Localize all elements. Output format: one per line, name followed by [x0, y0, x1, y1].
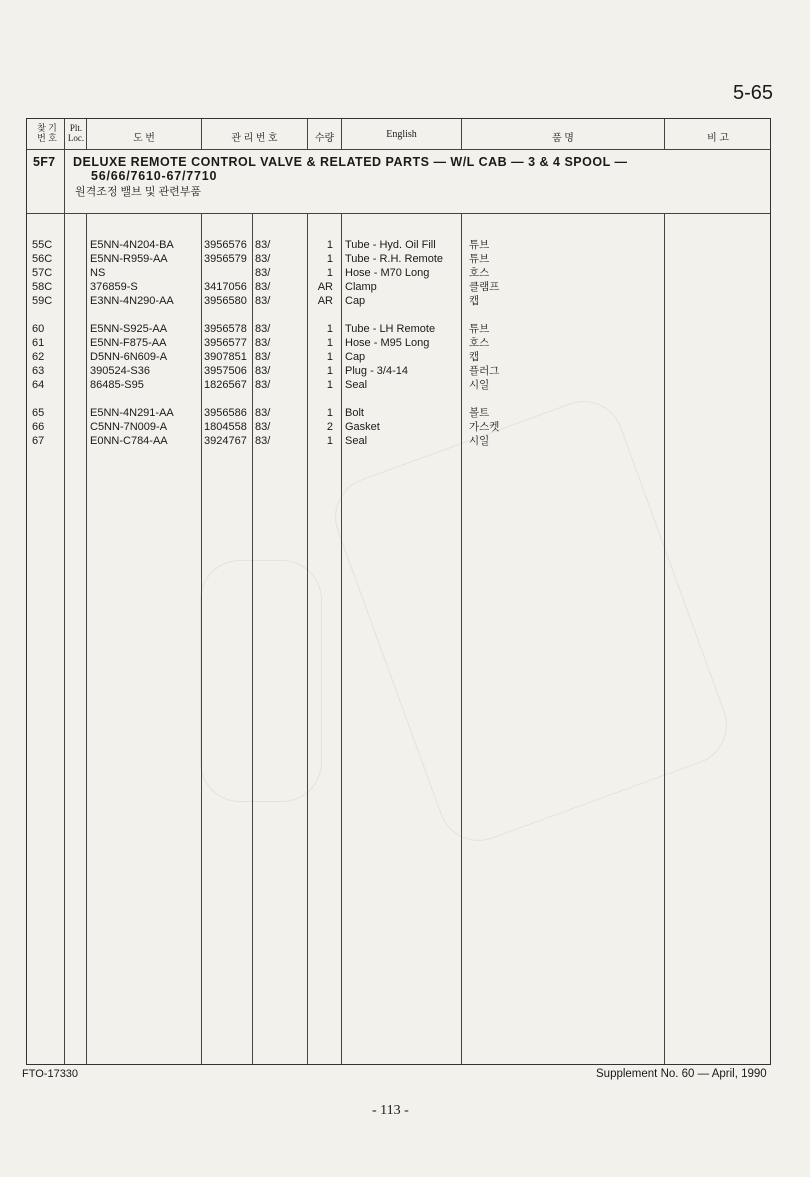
code-cell: 83/ [255, 337, 271, 349]
management-number-cell: 3924767 [204, 435, 247, 447]
header-part-name-ko: 품 명 [552, 133, 574, 144]
description-cell: Cap [345, 295, 366, 307]
ref-no-cell: 64 [32, 379, 45, 391]
description-cell: Gasket [345, 421, 380, 433]
code-cell: 83/ [255, 267, 271, 279]
header-quantity: 수량 [314, 133, 335, 144]
ref-no-cell: 63 [32, 365, 45, 377]
quantity-cell: 1 [326, 435, 333, 447]
management-number-cell: 3956580 [204, 295, 247, 307]
management-number-cell: 1826567 [204, 379, 247, 391]
ref-no-cell: 56C [32, 253, 53, 265]
quantity-cell: AR [317, 295, 333, 307]
section-code: 5F7 [33, 155, 56, 169]
korean-name-cell: 플러그 [469, 365, 500, 377]
korean-name-cell: 볼트 [469, 407, 490, 419]
quantity-cell: AR [317, 281, 333, 293]
column-divider [341, 213, 342, 1064]
header-drawing-no: 도 번 [133, 133, 155, 144]
header-ref-no: 찾 기 번 호 [37, 123, 57, 143]
ref-no-cell: 58C [32, 281, 53, 293]
part-number-cell: E5NN-4N204-BA [90, 239, 174, 251]
part-number-cell: E0NN-C784-AA [90, 435, 168, 447]
management-number-cell: 3956576 [204, 239, 247, 251]
description-cell: Tube - R.H. Remote [345, 253, 444, 265]
quantity-cell: 1 [326, 267, 333, 279]
code-cell: 83/ [255, 295, 271, 307]
quantity-cell: 1 [326, 351, 333, 363]
parts-table [26, 118, 771, 1065]
part-number-cell: C5NN-7N009-A [90, 421, 168, 433]
description-cell: Bolt [345, 407, 364, 419]
code-cell: 83/ [255, 407, 271, 419]
part-number-cell: 390524-S36 [90, 365, 150, 377]
description-cell: Seal [345, 435, 368, 447]
header-remarks: 비 고 [707, 133, 729, 144]
column-divider [307, 213, 308, 1064]
description-cell: Hose - M95 Long [345, 337, 430, 349]
korean-name-cell: 튜브 [469, 323, 490, 335]
management-number-cell: 3956579 [204, 253, 247, 265]
description-cell: Hose - M70 Long [345, 267, 430, 279]
ref-no-cell: 59C [32, 295, 53, 307]
quantity-cell: 1 [326, 253, 333, 265]
management-number-cell: 3956577 [204, 337, 247, 349]
part-number-cell: 86485-S95 [90, 379, 144, 391]
ref-no-cell: 55C [32, 239, 53, 251]
code-cell: 83/ [255, 281, 271, 293]
part-number-cell: E5NN-R959-AA [90, 253, 168, 265]
ref-no-cell: 57C [32, 267, 53, 279]
part-number-cell: E5NN-F875-AA [90, 337, 167, 349]
korean-name-cell: 캡 [469, 295, 480, 307]
management-number-cell: 3956578 [204, 323, 247, 335]
header-plt-loc: Plt. Loc. [67, 123, 85, 143]
part-number-cell: E5NN-S925-AA [90, 323, 168, 335]
quantity-cell: 1 [326, 323, 333, 335]
section-divider [27, 213, 770, 214]
part-number-cell: 376859-S [90, 281, 138, 293]
quantity-cell: 1 [326, 407, 333, 419]
management-number-cell: 1804558 [204, 421, 247, 433]
quantity-cell: 1 [326, 337, 333, 349]
quantity-cell: 1 [326, 365, 333, 377]
quantity-cell: 1 [326, 379, 333, 391]
quantity-cell: 1 [326, 239, 333, 251]
code-cell: 83/ [255, 323, 271, 335]
description-cell: Tube - Hyd. Oil Fill [345, 239, 436, 251]
korean-name-cell: 시일 [469, 379, 490, 391]
korean-name-cell: 호스 [469, 267, 490, 279]
code-cell: 83/ [255, 421, 271, 433]
ref-no-cell: 65 [32, 407, 45, 419]
column-divider [252, 213, 253, 1064]
description-cell: Tube - LH Remote [345, 323, 436, 335]
column-divider [201, 213, 202, 1064]
quantity-cell: 2 [326, 421, 333, 433]
header-english: English [386, 129, 417, 140]
column-divider [461, 213, 462, 1064]
code-cell: 83/ [255, 435, 271, 447]
management-number-cell: 3907851 [204, 351, 247, 363]
description-cell: Cap [345, 351, 366, 363]
supplement-note: Supplement No. 60 — April, 1990 [596, 1068, 767, 1080]
section-title-korean: 원격조정 밸브 및 관련부품 [75, 186, 202, 198]
korean-name-cell: 튜브 [469, 253, 490, 265]
ref-no-cell: 66 [32, 421, 45, 433]
code-cell: 83/ [255, 253, 271, 265]
section-models: 56/66/7610-67/7710 [91, 169, 218, 183]
description-cell: Plug - 3/4-14 [345, 365, 408, 377]
code-cell: 83/ [255, 365, 271, 377]
part-number-cell: NS [90, 267, 106, 279]
ref-no-cell: 62 [32, 351, 45, 363]
ref-no-cell: 61 [32, 337, 45, 349]
management-number-cell: 3957506 [204, 365, 247, 377]
header-management-no: 관 리 번 호 [231, 133, 278, 144]
code-cell: 83/ [255, 351, 271, 363]
part-number-cell: E5NN-4N291-AA [90, 407, 174, 419]
ref-no-cell: 60 [32, 323, 45, 335]
description-cell: Seal [345, 379, 368, 391]
description-cell: Clamp [345, 281, 377, 293]
part-number-cell: D5NN-6N609-A [90, 351, 168, 363]
section-title: DELUXE REMOTE CONTROL VALVE & RELATED PARTS — W/L CAB — 3 & 4 SPOOL — [73, 155, 628, 169]
management-number-cell: 3417056 [204, 281, 247, 293]
korean-name-cell: 캡 [469, 351, 480, 363]
management-number-cell: 3956586 [204, 407, 247, 419]
korean-name-cell: 튜브 [469, 239, 490, 251]
column-divider [86, 213, 87, 1064]
column-divider [64, 119, 65, 1064]
korean-name-cell: 클램프 [469, 281, 500, 293]
ref-no-cell: 67 [32, 435, 45, 447]
page-footer-number: - 113 - [372, 1103, 409, 1118]
form-number: FTO-17330 [22, 1068, 79, 1080]
page-number: 5-65 [733, 82, 774, 104]
code-cell: 83/ [255, 239, 271, 251]
code-cell: 83/ [255, 379, 271, 391]
column-divider [664, 213, 665, 1064]
korean-name-cell: 가스켓 [469, 421, 500, 433]
korean-name-cell: 호스 [469, 337, 490, 349]
korean-name-cell: 시일 [469, 435, 490, 447]
part-number-cell: E3NN-4N290-AA [90, 295, 174, 307]
header-divider [27, 149, 770, 150]
